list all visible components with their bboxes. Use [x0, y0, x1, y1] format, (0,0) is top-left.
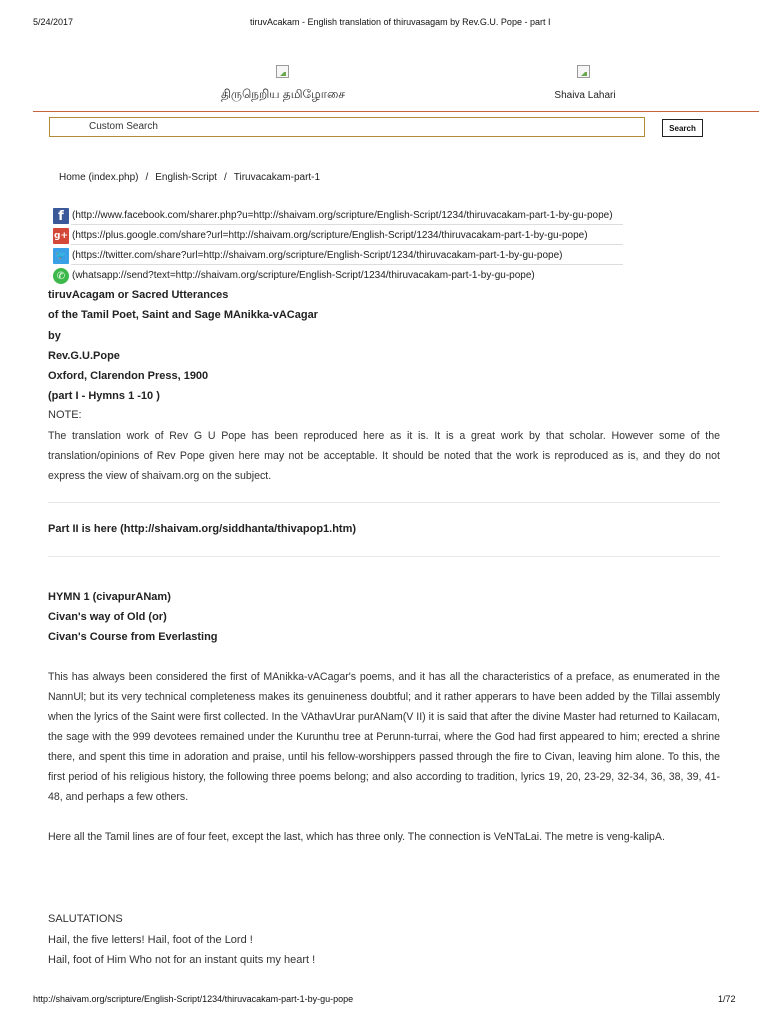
facebook-icon[interactable]: f	[53, 208, 69, 224]
work-subtitle: of the Tamil Poet, Saint and Sage MAnikka-vACagar	[48, 309, 318, 321]
breadcrumb-separator: /	[145, 172, 149, 183]
header-divider	[33, 111, 759, 112]
site-name-shaiva-lahari[interactable]: Shaiva Lahari	[554, 90, 616, 101]
breadcrumb-home[interactable]: Home (index.php)	[59, 172, 139, 183]
search-placeholder: Custom Search	[89, 121, 158, 132]
link-underline	[71, 244, 623, 245]
share-twitter-link[interactable]: (https://twitter.com/share?url=http://shaivam.org/scripture/English-Script/1234/thiruvacakam-part-1-by-gu-pope)	[72, 250, 563, 261]
print-date: 5/24/2017	[33, 17, 74, 27]
salutations-heading: SALUTATIONS	[48, 913, 123, 925]
hymn-title: HYMN 1 (civapurANam)	[48, 591, 171, 603]
share-facebook-link[interactable]: (http://www.facebook.com/sharer.php?u=http://shaivam.org/scripture/English-Script/1234/thiruvacakam-part-1-by-gu-pope)	[72, 210, 613, 221]
share-googleplus[interactable]	[53, 227, 623, 245]
breadcrumb	[59, 172, 320, 183]
link-underline	[71, 264, 623, 265]
twitter-icon[interactable]: 🐦	[53, 248, 69, 264]
site-name-tamil[interactable]: திருநெறிய தமிழோசை	[220, 87, 345, 101]
verse-line: Hail, foot of Him Who not for an instant quits my heart !	[48, 954, 316, 966]
search-button[interactable]: Search	[662, 119, 703, 137]
print-page-number: 1/72	[718, 994, 736, 1004]
author: Rev.G.U.Pope	[48, 350, 120, 362]
share-twitter[interactable]	[53, 247, 623, 265]
broken-image-icon[interactable]	[577, 65, 590, 78]
work-title: tiruvAcagam or Sacred Utterances	[48, 289, 229, 301]
verse-line: Hail, the five letters! Hail, foot of the Lord !	[48, 934, 253, 946]
link-underline	[71, 224, 623, 225]
search-input[interactable]	[49, 117, 645, 137]
breadcrumb-english-script[interactable]: English-Script	[155, 172, 217, 183]
breadcrumb-separator: /	[223, 172, 227, 183]
share-whatsapp[interactable]	[53, 267, 623, 285]
share-facebook[interactable]	[53, 207, 623, 225]
share-googleplus-link[interactable]: (https://plus.google.com/share?url=http://shaivam.org/scripture/English-Script/1234/thiruvacakam-part-1-by-gu-pope)	[72, 230, 588, 241]
note-label: NOTE:	[48, 409, 82, 421]
part-range: (part I - Hymns 1 -10 )	[48, 390, 160, 402]
section-divider	[48, 556, 720, 557]
breadcrumb-current: Tiruvacakam-part-1	[233, 172, 321, 183]
note-text: The translation work of Rev G U Pope has been reproduced here as it is. It is a great work by that scholar. However some of the translation/opinions of Rev Pope given here may not be acceptable. It should be noted that the work is reproduced as is, and they do not express the view of shaivam.org on the subject.	[48, 430, 720, 482]
part2-link[interactable]: Part II is here (http://shaivam.org/siddhanta/thivapop1.htm)	[48, 523, 357, 535]
broken-image-icon[interactable]	[276, 65, 289, 78]
publisher: Oxford, Clarendon Press, 1900	[48, 370, 209, 382]
print-title: tiruvAcakam - English translation of thiruvasagam by Rev.G.U. Pope - part I	[250, 17, 551, 27]
hymn-intro: This has always been considered the first of MAnikka-vACagar's poems, and it has all the characteristics of a preface, as enumerated in the NannUl; but its very technical completeness makes its genuineness doubtful; and it rather apperars to have been added by the Tillai assembly when the lyrics of the Saint were first collected. In the VAthavUrar purANam(V II) it is said that after the divine Master had returned to Kailacam, the sage with the 999 devotees remained under the Kurunthu tree at Perunn-turrai, where the God had first appeared to him; erected a shrine there, and spent this time in adoration and praise, until his fellow-worshippers passed through the fire to Civan, leaving him alone. To this, the first period of his religious history, the following three poems belong; and also according to tradition, lyrics 19, 20, 23-29, 32-34, 36, 38, 39, 41-48, and perhaps a few others.	[48, 671, 720, 803]
whatsapp-icon[interactable]: ✆	[53, 268, 69, 284]
hymn-metre-note: Here all the Tamil lines are of four feet, except the last, which has three only. The connection is VeNTaLai. The metre is veng-kalipA.	[48, 831, 665, 843]
print-url: http://shaivam.org/scripture/English-Script/1234/thiruvacakam-part-1-by-gu-pope	[33, 994, 354, 1004]
section-divider	[48, 502, 720, 503]
googleplus-icon[interactable]: g+	[53, 228, 69, 244]
hymn-subtitle: Civan's Course from Everlasting	[48, 631, 218, 643]
hymn-subtitle: Civan's way of Old (or)	[48, 611, 167, 623]
byline-by: by	[48, 330, 61, 342]
share-whatsapp-link[interactable]: (whatsapp://send?text=http://shaivam.org/scripture/English-Script/1234/thiruvacakam-part-1-by-gu-pope)	[72, 270, 535, 281]
